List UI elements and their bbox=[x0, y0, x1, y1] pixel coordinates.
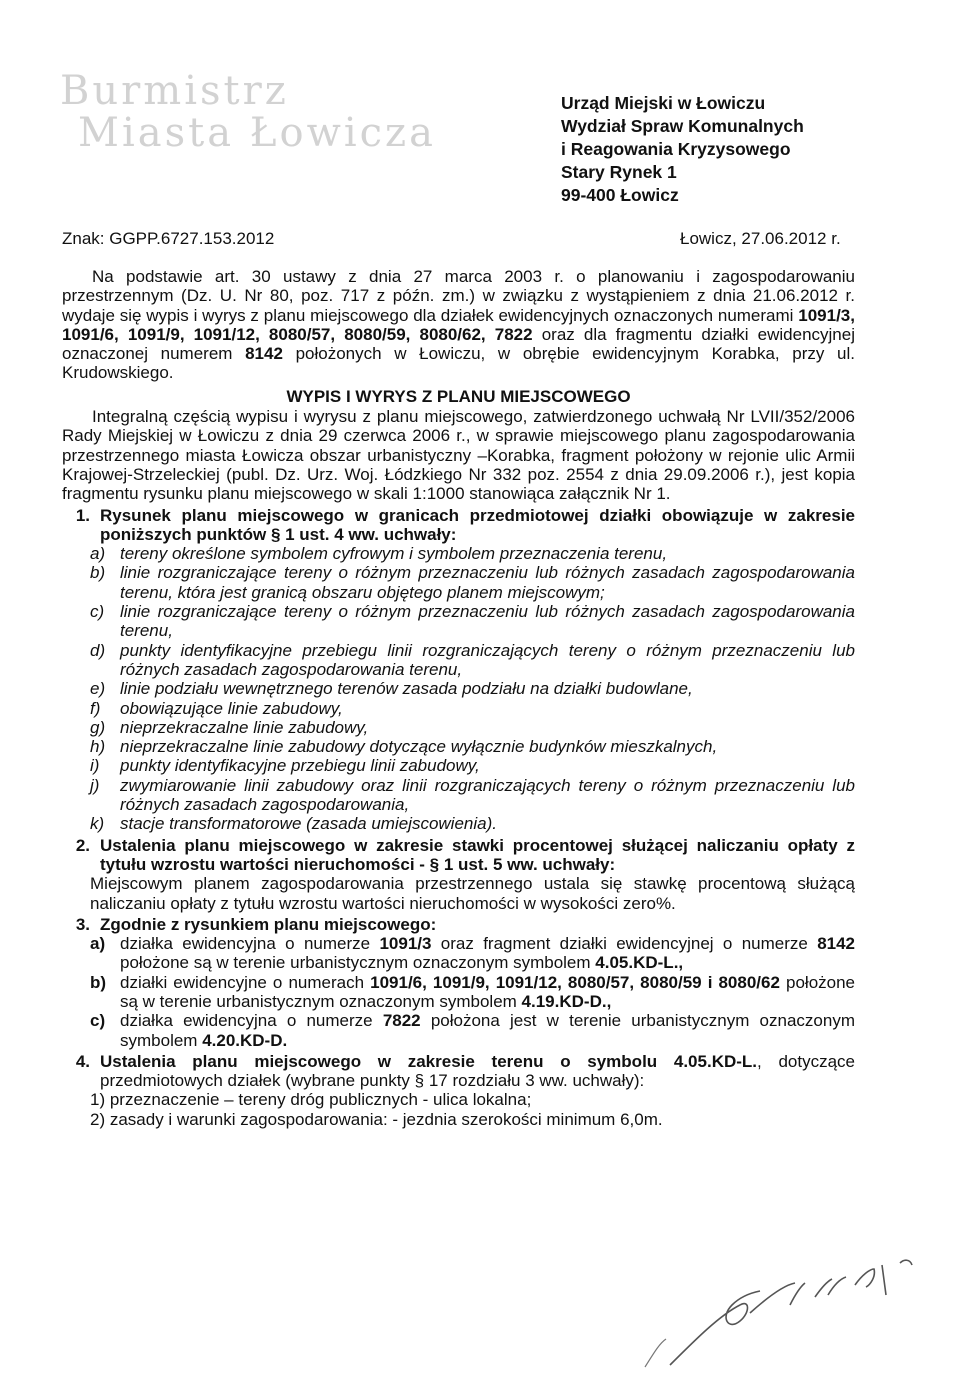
list-item bbox=[90, 814, 855, 833]
section-number: 3. bbox=[75, 914, 90, 934]
list-item bbox=[90, 544, 855, 563]
item-letter: c) bbox=[90, 602, 105, 622]
item-text: zwymiarowanie linii zabudowy oraz linii rozgraniczających tereny o różnym przeznaczeniu lub różnych zasadach zagospodarowania, bbox=[120, 775, 855, 815]
office-line: Urząd Miejski w Łowiczu bbox=[561, 93, 766, 113]
list-item bbox=[90, 641, 855, 680]
item-text: nieprzekraczalne linie zabudowy, bbox=[120, 717, 369, 737]
item-letter: f) bbox=[90, 698, 101, 718]
section-title: Ustalenia planu miejscowego w zakresie stawki procentowej służącej naliczaniu opłaty z tytułu wzrostu wartości nieruchomości - § 1 ust. 5 ww. uchwały: bbox=[100, 835, 855, 874]
item-letter: g) bbox=[90, 717, 106, 737]
section-3 bbox=[62, 915, 855, 934]
section-number: 4. bbox=[75, 1051, 90, 1071]
zone-symbol: 4.19.KD-D., bbox=[521, 991, 612, 1011]
section-2-text: Miejscowym planem zagospodarowania przestrzennego ustala się stawkę procentową służącą naliczaniu opłaty z tytułu wzrostu wartości nieruchomości w wysokości zero%. bbox=[90, 874, 855, 913]
section-1-list bbox=[90, 544, 855, 833]
office-line: i Reagowania Kryzysowego bbox=[561, 139, 791, 159]
handwritten-signature bbox=[600, 1255, 930, 1375]
text: położona jest w terenie urbanistycznym oznaczonym symbolem bbox=[120, 1011, 855, 1050]
zone-symbol: 4.20.KD-D. bbox=[202, 1030, 288, 1050]
section-title: Ustalenia planu miejscowego w zakresie terenu o symbolu 4.05.KD-L. bbox=[100, 1051, 758, 1071]
document-body bbox=[62, 267, 855, 1129]
section-4-line: 1) przeznaczenie – tereny dróg publicznych - ulica lokalna; bbox=[90, 1090, 532, 1110]
item-letter: k) bbox=[90, 814, 105, 834]
intro-paragraph bbox=[62, 267, 855, 383]
item-text: stacje transformatorowe (zasada umiejscowienia). bbox=[120, 814, 497, 834]
item-text bbox=[120, 1011, 855, 1050]
section-4-line: 2) zasady i warunki zagospodarowania: - jezdnia szerokości minimum 6,0m. bbox=[90, 1109, 663, 1129]
list-item bbox=[90, 776, 855, 815]
item-text: nieprzekraczalne linie zabudowy dotyczące wyłącznie budynków mieszkalnych, bbox=[120, 737, 718, 757]
text: oraz fragment działki ewidencyjnej o numerze bbox=[431, 934, 818, 954]
office-line: 99-400 Łowicz bbox=[561, 185, 679, 205]
text: działka ewidencyjna o numerze bbox=[120, 934, 380, 954]
item-text: linie rozgraniczające tereny o różnym przeznaczeniu lub różnych zasadach zagospodarowania terenu, bbox=[120, 602, 855, 641]
item-letter: e) bbox=[90, 679, 106, 699]
paragraph-2: Integralną częścią wypisu i wyrysu z planu miejscowego, zatwierdzonego uchwałą Nr LVII/352/2006 Rady Miejskiej w Łowiczu z dnia 29 czerwca 2006 r., w sprawie miejscowego planu zagospodarowania przestrzennego miasta Łowicza obszar urbanistyczny –Korabka, fragment położony w rejonie ulic Armii Krajowej-Strzeleckiej (publ. Dz. Urz. Woj. Łódzkiego Nr 332 poz. 2554 z dnia 29.09.2006 r.), jest kopia fragmentu rysunku planu miejscowego w skali 1:1000 stanowiąca załącznik Nr 1. bbox=[62, 407, 855, 504]
item-text: tereny określone symbolem cyfrowym i symbolem przeznaczenia terenu, bbox=[120, 544, 668, 564]
item-letter: b) bbox=[90, 563, 106, 583]
section-4 bbox=[62, 1052, 855, 1091]
text: położone są w terenie urbanistycznym oznaczonym symbolem bbox=[120, 972, 856, 1011]
item-letter: c) bbox=[90, 1011, 106, 1031]
item-text: obowiązujące linie zabudowy, bbox=[120, 698, 343, 718]
office-line: Wydział Spraw Komunalnych bbox=[561, 116, 804, 136]
text: działka ewidencyjna o numerze bbox=[120, 1011, 383, 1031]
list-item bbox=[90, 973, 855, 1012]
list-item bbox=[90, 737, 855, 756]
intro-text: Na podstawie art. 30 ustawy z dnia 27 marca 2003 r. o planowaniu i zagospodarowaniu przestrzennym (Dz. U. Nr 80, poz. 717 z późn. zm.) w związku z wystąpieniem z dnia 21.06.2012 r. wydaje się wypis i wyrys z planu miejscowego dla działek ewidencyjnych oznaczonych numerami bbox=[62, 267, 855, 325]
item-text: punkty identyfikacyjne przebiegu linii rozgraniczających tereny o różnym przeznaczeniu lub różnych zasadach zagospodarowania terenu, bbox=[120, 640, 855, 679]
section-1 bbox=[62, 506, 855, 545]
item-letter: b) bbox=[90, 972, 107, 992]
intro-text: położonych w Łowiczu, w obrębie ewidencyjnym Korabka, przy ul. Krudowskiego. bbox=[62, 344, 855, 383]
section-number: 2. bbox=[75, 835, 90, 855]
parcel-number: 8142 bbox=[817, 934, 856, 954]
item-letter: a) bbox=[90, 544, 106, 564]
item-letter: h) bbox=[90, 737, 106, 757]
list-item bbox=[90, 756, 855, 775]
zone-symbol: 4.05.KD-L., bbox=[595, 953, 684, 973]
section-title-rest: , dotyczące przedmiotowych działek (wybrane punkty § 17 rozdziału 3 ww. uchwały): bbox=[100, 1051, 855, 1091]
parcel-number: 8142 bbox=[245, 344, 283, 364]
section-title: Rysunek planu miejscowego w granicach przedmiotowej działki obowiązuje w zakresie poniższych punktów § 1 ust. 4 ww. uchwały: bbox=[100, 505, 855, 544]
item-text: linie podziału wewnętrznego terenów zasada podziału na działki budowlane, bbox=[120, 679, 693, 699]
item-letter: d) bbox=[90, 640, 106, 660]
parcel-numbers: 1091/6, 1091/9, 1091/12, 8080/57, 8080/59 i 8080/62 bbox=[370, 972, 780, 992]
text: położone są w terenie urbanistycznym oznaczonym symbolem bbox=[120, 953, 596, 973]
stamp-line-1: Burmistrz bbox=[60, 68, 289, 114]
item-text bbox=[120, 973, 855, 1012]
item-text bbox=[120, 934, 855, 973]
parcel-numbers: 1091/3, 1091/6, 1091/9, 1091/12, 8080/57, 8080/59, 8080/62, 7822 bbox=[62, 305, 855, 344]
item-text: punkty identyfikacyjne przebiegu linii zabudowy, bbox=[120, 756, 480, 776]
reference-number: Znak: GGPP.6727.153.2012 bbox=[62, 229, 275, 248]
section-title: Zgodnie z rysunkiem planu miejscowego: bbox=[100, 914, 437, 934]
parcel-number: 1091/3 bbox=[379, 934, 432, 954]
item-text: linie rozgraniczające tereny o różnym przeznaczeniu lub różnych zasadach zagospodarowania terenu, która jest granicą obszaru objętego planem miejscowym; bbox=[120, 563, 855, 602]
text: działki ewidencyjne o numerach bbox=[120, 972, 371, 992]
intro-text: oraz dla fragmentu działki ewidencyjnej oznaczonej numerem bbox=[62, 324, 855, 364]
section-3-list bbox=[90, 934, 855, 1050]
item-letter: a) bbox=[90, 934, 106, 954]
office-line: Stary Rynek 1 bbox=[561, 162, 677, 182]
office-address bbox=[561, 92, 804, 207]
list-item bbox=[90, 563, 855, 602]
list-item bbox=[90, 699, 855, 718]
item-letter: i) bbox=[90, 756, 100, 776]
section-2 bbox=[62, 836, 855, 875]
item-letter: j) bbox=[90, 775, 100, 795]
document-date: Łowicz, 27.06.2012 r. bbox=[680, 229, 841, 248]
list-item bbox=[90, 1011, 855, 1050]
parcel-number: 7822 bbox=[382, 1011, 421, 1031]
list-item bbox=[90, 602, 855, 641]
office-stamp bbox=[60, 68, 436, 160]
list-item bbox=[90, 934, 855, 973]
list-item bbox=[90, 718, 855, 737]
section-number: 1. bbox=[75, 505, 90, 525]
section-heading: WYPIS I WYRYS Z PLANU MIEJSCOWEGO bbox=[286, 386, 631, 406]
stamp-line-2: Miasta Łowicza bbox=[78, 110, 436, 156]
list-item bbox=[90, 679, 855, 698]
